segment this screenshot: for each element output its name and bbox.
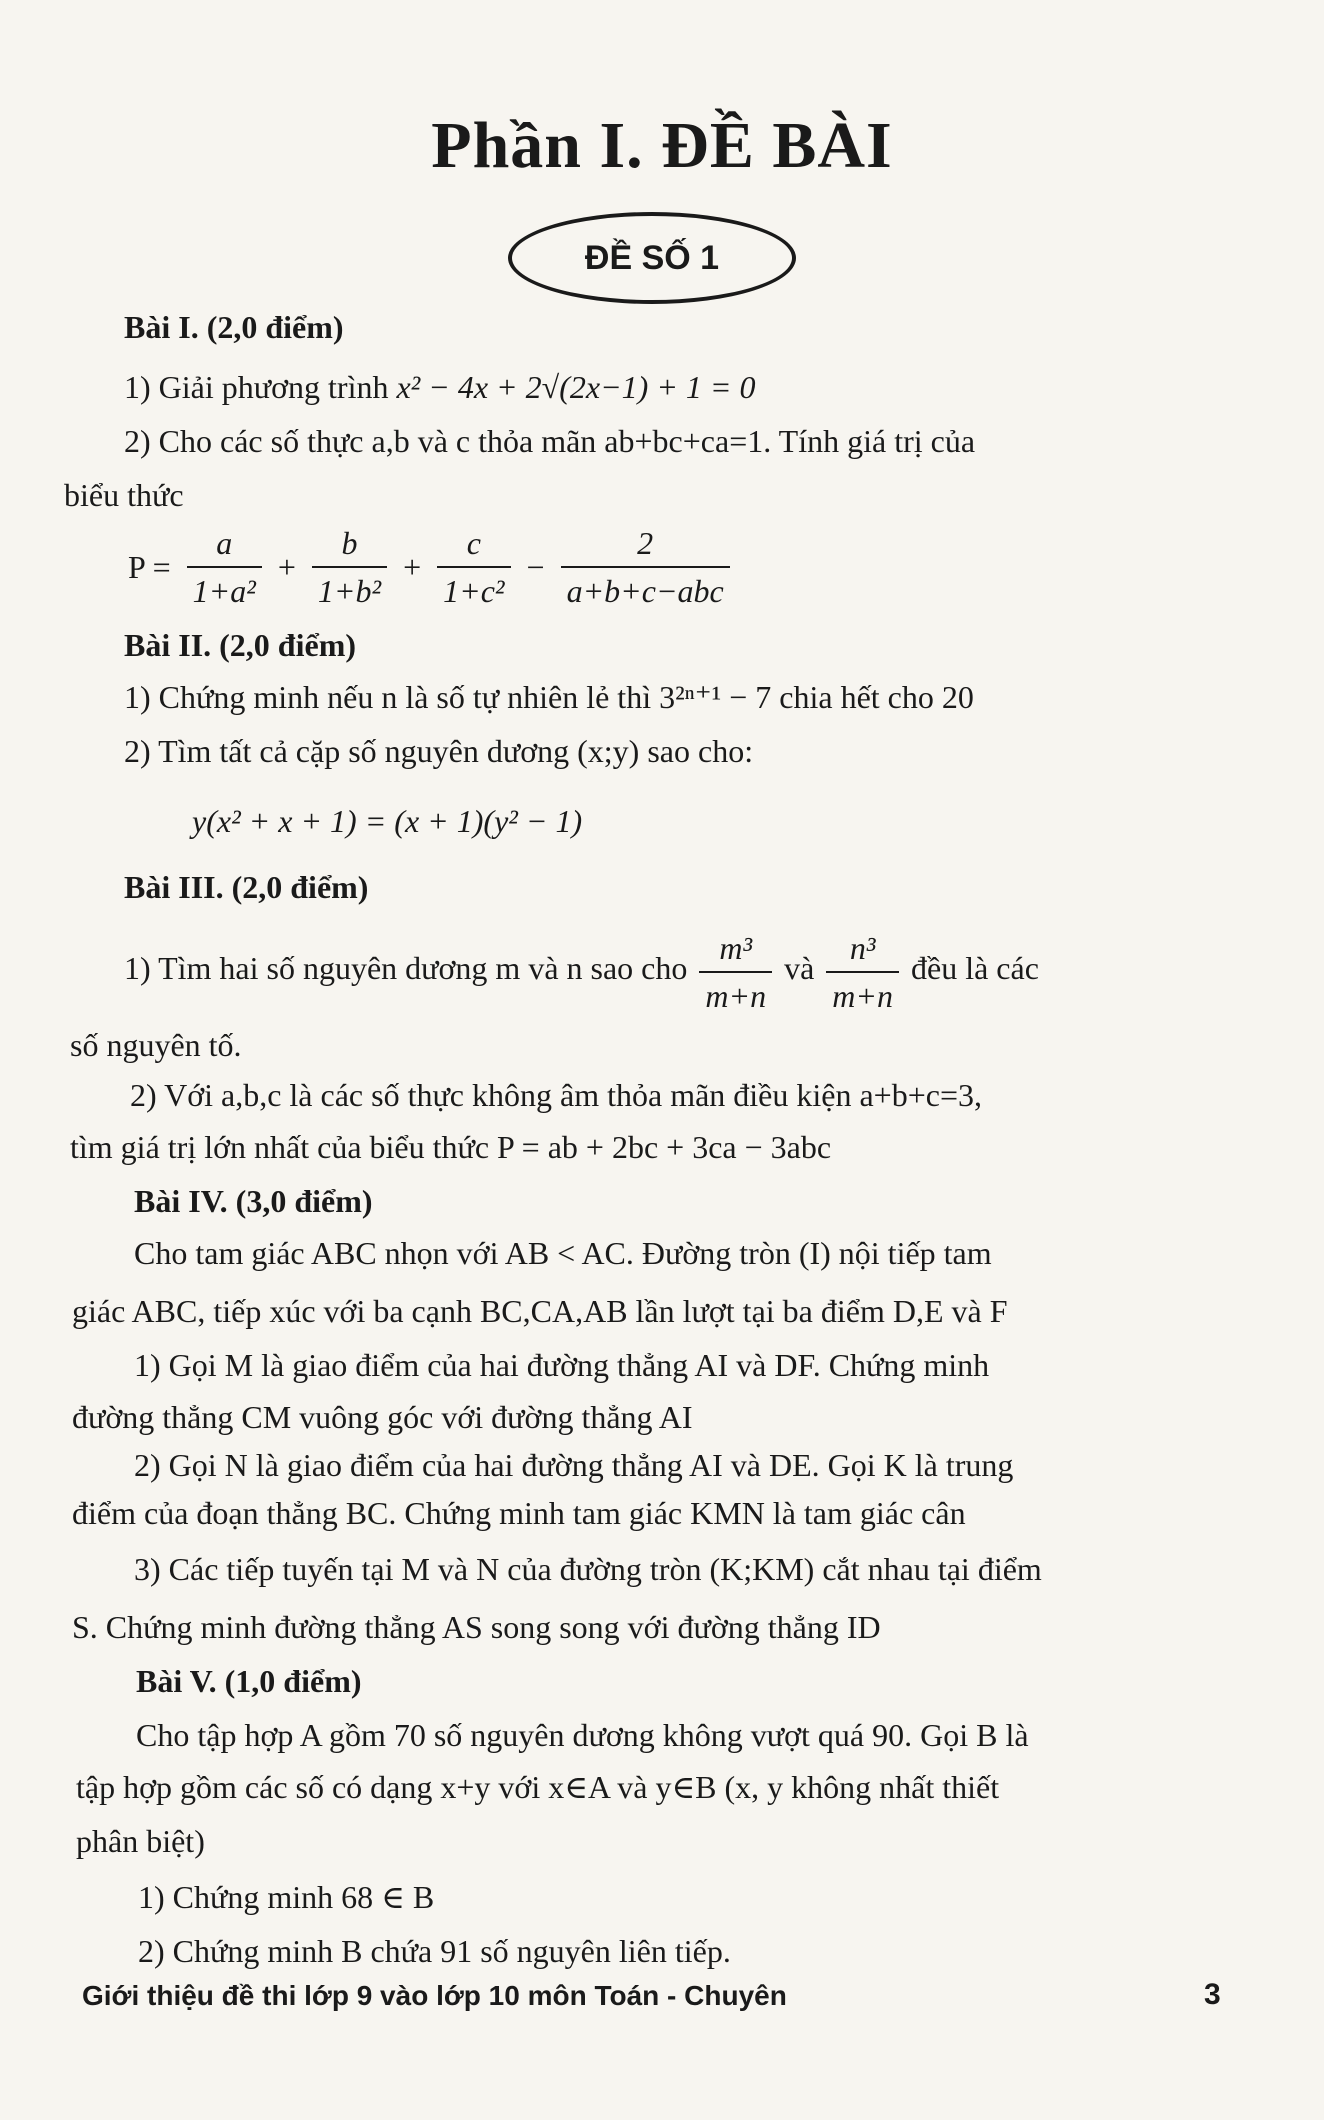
exam-number-badge — [508, 212, 796, 304]
bai5-intro-line3: phân biệt) — [76, 1823, 205, 1859]
bai3-q1-text: 1) Tìm hai số nguyên dương m và n sao cho — [124, 950, 688, 986]
bai4-q3-line1: 3) Các tiếp tuyến tại M và N của đường tròn (K;KM) cắt nhau tại điểm — [134, 1551, 1042, 1587]
bai3-heading: Bài III. (2,0 điểm) — [124, 869, 369, 905]
bai5-intro-line1: Cho tập hợp A gồm 70 số nguyên dương không vượt quá 90. Gọi B là — [136, 1717, 1029, 1753]
bai4-q2-line2: điểm của đoạn thẳng BC. Chứng minh tam giác KMN là tam giác cân — [72, 1495, 966, 1531]
bai1-q1-text: 1) Giải phương trình — [124, 369, 389, 405]
exam-number-label: ĐỀ SỐ 1 — [584, 238, 720, 277]
fraction-2 — [312, 520, 387, 614]
bai5-q2: 2) Chứng minh B chứa 91 số nguyên liên tiếp. — [138, 1933, 731, 1969]
bai3-q1-and: và — [784, 950, 815, 986]
bai5-q1: 1) Chứng minh 68 ∈ B — [138, 1879, 435, 1915]
bai3-q2-line2: tìm giá trị lớn nhất của biểu thức P = ab + 2bc + 3ca − 3abc — [70, 1129, 832, 1165]
bai4-q2-line1: 2) Gọi N là giao điểm của hai đường thẳng AI và DE. Gọi K là trung — [134, 1447, 1014, 1483]
bai3-q1-tail: đều là các — [910, 950, 1039, 986]
bai4-q1-line2: đường thẳng CM vuông góc với đường thẳng AI — [72, 1399, 693, 1435]
bai4-heading: Bài IV. (3,0 điểm) — [134, 1183, 373, 1219]
fraction-3 — [437, 520, 510, 614]
fraction-2-num: b — [312, 520, 387, 568]
fraction-1-den: 1+a² — [192, 573, 256, 609]
bai3-q1 — [124, 918, 1039, 1019]
bai1-q2-line1: 2) Cho các số thực a,b và c thỏa mãn ab+bc+ca=1. Tính giá trị của — [124, 423, 976, 459]
bai3-q2-line1: 2) Với a,b,c là các số thực không âm thỏa mãn điều kiện a+b+c=3, — [130, 1077, 983, 1113]
bai5-intro-line2: tập hợp gồm các số có dạng x+y với x∈A và y∈B (x, y không nhất thiết — [76, 1769, 1000, 1805]
bai4-intro-line2: giác ABC, tiếp xúc với ba cạnh BC,CA,AB lần lượt tại ba điểm D,E và F — [72, 1293, 1008, 1329]
footer-text: Giới thiệu đề thi lớp 9 vào lớp 10 môn Toán - Chuyên — [82, 1980, 787, 2011]
bai2-q2: 2) Tìm tất cả cặp số nguyên dương (x;y) sao cho: — [124, 733, 754, 769]
bai2-q1: 1) Chứng minh nếu n là số tự nhiên lẻ thì 3²ⁿ⁺¹ − 7 chia hết cho 20 — [124, 679, 974, 715]
fraction-2-den: 1+b² — [317, 573, 382, 609]
page-title: Phần I. ĐỀ BÀI — [431, 109, 893, 182]
page-number: 3 — [1204, 1978, 1221, 2011]
bai1-q2-line2: biểu thức — [64, 477, 184, 513]
bai3-fraction-1-den: m+n — [705, 977, 767, 1014]
bai4-q3-line2: S. Chứng minh đường thẳng AS song song với đường thẳng ID — [72, 1609, 881, 1645]
bai1-formula: P = $\frac{a}{\text{1+a²}}$ + $\frac{b}{\text{1+b²}}$ + $\frac{c}{\text{1+c²}}$ − $\frac{2}{\text{a+b+c−abc}}$ — [124, 520, 734, 614]
fraction-4 — [561, 520, 730, 614]
bai3-q1-line2: số nguyên tố. — [70, 1027, 242, 1063]
fraction-1-num: a — [187, 520, 262, 568]
fraction-4-num: 2 — [561, 520, 730, 568]
bai1-q1-expr: x² − 4x + 2√(2x−1) + 1 = 0 — [396, 369, 756, 405]
bai5-heading: Bài V. (1,0 điểm) — [136, 1663, 362, 1699]
bai3-fraction-2-den: m+n — [832, 977, 893, 1014]
bai3-fraction-1 — [699, 925, 772, 1019]
bai2-heading: Bài II. (2,0 điểm) — [124, 627, 356, 663]
fraction-4-den: a+b+c−abc — [566, 573, 724, 609]
bai3-fraction-2-num: n³ — [826, 925, 899, 973]
bai2-q2-expr: y(x² + x + 1) = (x + 1)(y² − 1) — [192, 803, 583, 839]
fraction-3-den: 1+c² — [443, 573, 505, 609]
fraction-3-num: c — [437, 520, 510, 568]
bai1-heading: Bài I. (2,0 điểm) — [124, 309, 344, 345]
bai4-intro-line1: Cho tam giác ABC nhọn với AB < AC. Đường tròn (I) nội tiếp tam — [134, 1235, 992, 1271]
p-label: P = — [128, 548, 171, 585]
bai3-fraction-2 — [826, 925, 899, 1019]
bai4-q1-line1: 1) Gọi M là giao điểm của hai đường thẳng AI và DF. Chứng minh — [134, 1347, 990, 1383]
bai3-fraction-1-num: m³ — [699, 925, 772, 973]
bai1-q1 — [124, 366, 756, 408]
fraction-1 — [187, 520, 262, 614]
